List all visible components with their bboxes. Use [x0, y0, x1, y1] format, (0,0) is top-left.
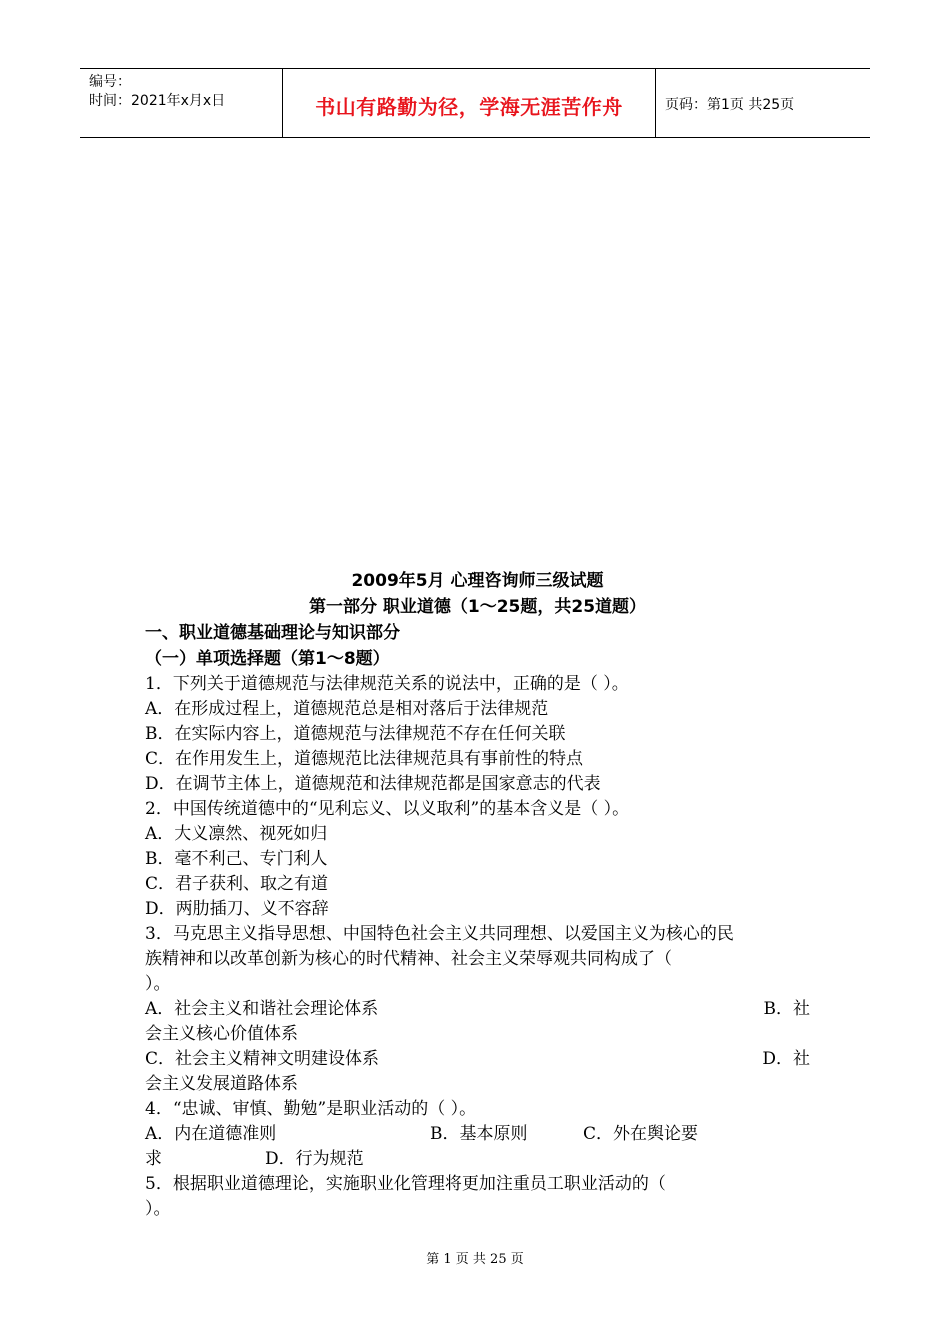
page-footer: 第 1 页 共 25 页 — [426, 1252, 524, 1267]
question-2-option-b: B．毫不利己、专门利人 — [145, 849, 328, 869]
document-header — [80, 68, 870, 138]
question-3-option-a: A．社会主义和谐社会理论体系 — [145, 999, 379, 1019]
question-2-option-a: A．大义凛然、视死如归 — [145, 824, 328, 844]
section-title: 一、职业道德基础理论与知识部分 — [145, 623, 400, 643]
question-3-option-b-tail: 会主义核心价值体系 — [145, 1024, 298, 1044]
number-label: 编号： — [89, 74, 131, 90]
motto-text: 书山有路勤为径，学海无涯苦作舟 — [315, 95, 623, 119]
question-4-option-c-tail: 求 — [145, 1149, 162, 1169]
header-motto-cell — [282, 69, 656, 137]
question-1-option-c: C．在作用发生上，道德规范比法律规范具有事前性的特点 — [145, 749, 584, 769]
question-1-option-b: B．在实际内容上，道德规范与法律规范不存在任何关联 — [145, 724, 566, 744]
question-3-option-c: C．社会主义精神文明建设体系 — [145, 1049, 380, 1069]
document-title: 2009年5月 心理咨询师三级试题 — [351, 571, 604, 591]
question-5-line-1: 5．根据职业道德理论，实施职业化管理将更加注重员工职业活动的（ — [145, 1174, 666, 1194]
question-2-option-d: D．两肋插刀、义不容辞 — [145, 899, 329, 919]
question-4: 4．“忠诚、审慎、勤勉”是职业活动的（ ）。 — [145, 1099, 477, 1119]
question-3-option-d-head: D．社 — [762, 1049, 810, 1069]
header-page-cell — [655, 69, 870, 137]
question-3-line-2: 族精神和以改革创新为核心的时代精神、社会主义荣辱观共同构成了（ — [145, 949, 672, 969]
question-5-line-2: ）。 — [145, 1199, 171, 1219]
question-2: 2．中国传统道德中的“见利忘义、以义取利”的基本含义是（ ）。 — [145, 799, 630, 819]
question-4-option-a: A．内在道德准则 — [145, 1124, 277, 1144]
subsection-title: （一）单项选择题（第1～8题） — [145, 649, 390, 669]
time-label: 时间：2021年x月x日 — [89, 93, 226, 109]
question-3-line-3: ）。 — [145, 974, 171, 994]
part-title: 第一部分 职业道德（1～25题，共25道题） — [308, 597, 647, 617]
question-4-option-d: D．行为规范 — [265, 1149, 364, 1169]
question-4-option-b: B．基本原则 — [430, 1124, 528, 1144]
question-1: 1．下列关于道德规范与法律规范关系的说法中，正确的是（ ）。 — [145, 674, 629, 694]
question-3-option-d-tail: 会主义发展道路体系 — [145, 1074, 298, 1094]
question-1-option-d: D．在调节主体上，道德规范和法律规范都是国家意志的代表 — [145, 774, 601, 794]
page-info: 页码：第1页 共25页 — [665, 97, 795, 113]
header-meta — [80, 69, 282, 141]
question-2-option-c: C．君子获利、取之有道 — [145, 874, 329, 894]
question-3-line-1: 3．马克思主义指导思想、中国特色社会主义共同理想、以爱国主义为核心的民 — [145, 924, 734, 944]
question-1-option-a: A．在形成过程上，道德规范总是相对落后于法律规范 — [145, 699, 549, 719]
question-4-option-c: C．外在舆论要 — [583, 1124, 699, 1144]
question-3-option-b-head: B．社 — [763, 999, 810, 1019]
